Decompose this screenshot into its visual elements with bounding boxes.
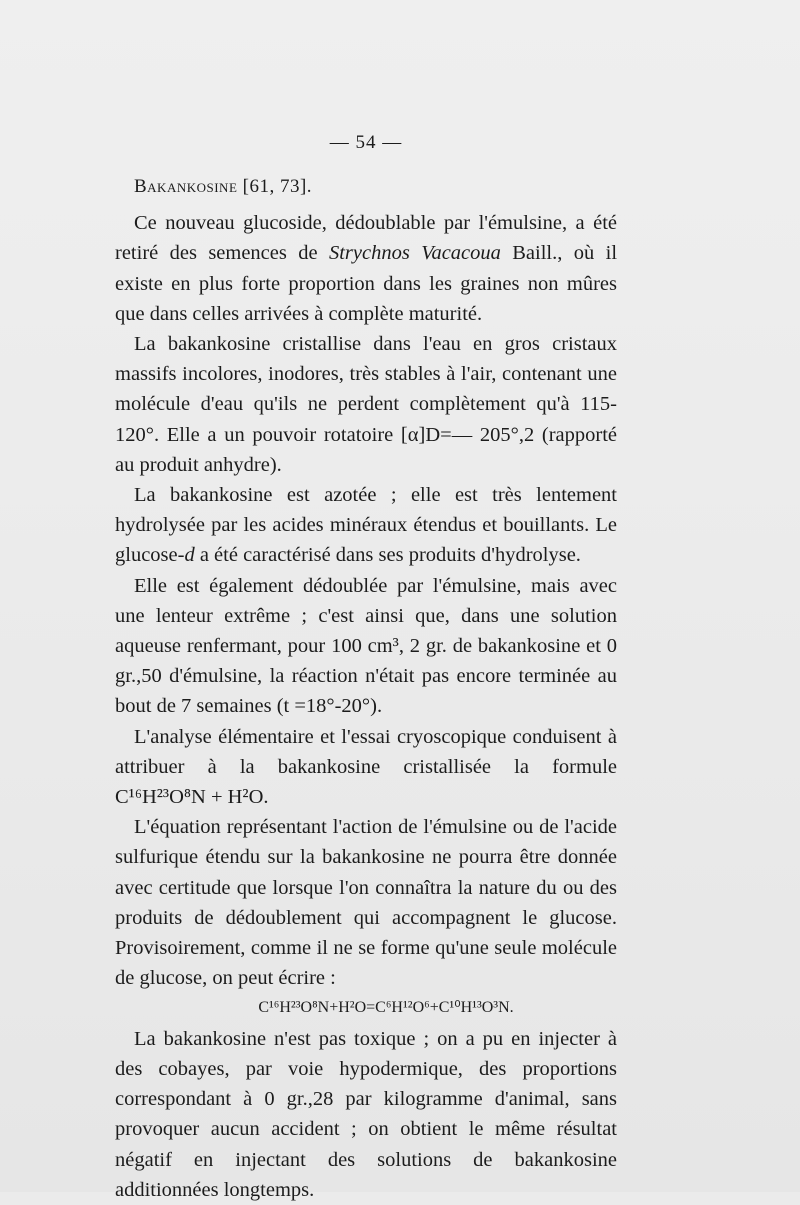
paragraph-origin-text-b: Baill., où il existe en plus forte proportion dans les graines non mûres que dans celles arrivées à complète maturité. [115, 242, 618, 325]
paragraph-origin [115, 208, 617, 329]
inline-formula: C¹⁶H²³O⁸N + H²O. [115, 786, 269, 809]
chemical-equation: C¹⁶H²³O⁸N+H²O=C⁶H¹²O⁶+C¹⁰H¹³O³N. [258, 999, 514, 1017]
paragraph-origin-text-a: Ce nouveau glucoside, dédoublable par l'émulsine, a été retiré des semences de [115, 212, 617, 265]
paragraph-hydrolysis-text-a: La bakankosine est azotée ; elle est très lentement hydrolysée par les acides minéraux étendus et bouillants. Le glucose- [115, 484, 617, 567]
paragraph-analysis-text: L'analyse élémentaire et l'essai cryoscopique conduisent à attribuer à la bakankosine cristallisée la formule [115, 725, 617, 778]
paragraph-analysis [115, 722, 617, 813]
section-title: Bakankosine [61, 73]. [134, 176, 313, 197]
page-number: — 54 — [329, 132, 403, 153]
paragraph-equation-intro: L'équation représentant l'action de l'émulsine ou de l'acide sulfurique étendu sur la bakankosine ne pourra être donnée avec certitude que lorsque l'on connaîtra la nature du ou des produits de dédoublement qui accompagnent le glucose. Provisoirement, comme il ne se forme qu'une seule molécule de glucose, on peut écrire : [115, 816, 617, 990]
body-text [115, 172, 617, 1205]
paragraph-emulsin: Elle est également dédoublée par l'émulsine, mais avec une lenteur extrême ; c'est ainsi que, dans une solution aqueuse renfermant, pour 100 cm³, 2 gr. de bakankosine et 0 gr.,50 d'émulsine, la réaction n'était pas encore terminée au bout de 7 semaines (t =18°-20°). [115, 574, 617, 718]
paragraph-hydrolysis-text-b: a été caractérisé dans ses produits d'hydrolyse. [194, 544, 581, 567]
paragraph-toxicity: La bakankosine n'est pas toxique ; on a pu en injecter à des cobayes, par voie hypodermique, des proportions correspondant à 0 gr.,28 par kilogramme d'animal, sans provoquer aucun accident ; on obtient le même résultat négatif en injectant des solutions de bakankosine additionnées longtemps. [115, 1027, 617, 1201]
paragraph-properties: La bakankosine cristallise dans l'eau en gros cristaux massifs incolores, inodores, très stables à l'air, contenant une molécule d'eau qu'ils ne perdent complètement qu'à 115-120°. Elle a un pouvoir rotatoire [α]D=— 205°,2 (rapporté au produit anhydre). [115, 333, 617, 476]
species-name: Strychnos Vacacoua [328, 242, 501, 265]
paragraph-hydrolysis [115, 480, 617, 571]
glucose-d-letter: d [184, 544, 195, 567]
